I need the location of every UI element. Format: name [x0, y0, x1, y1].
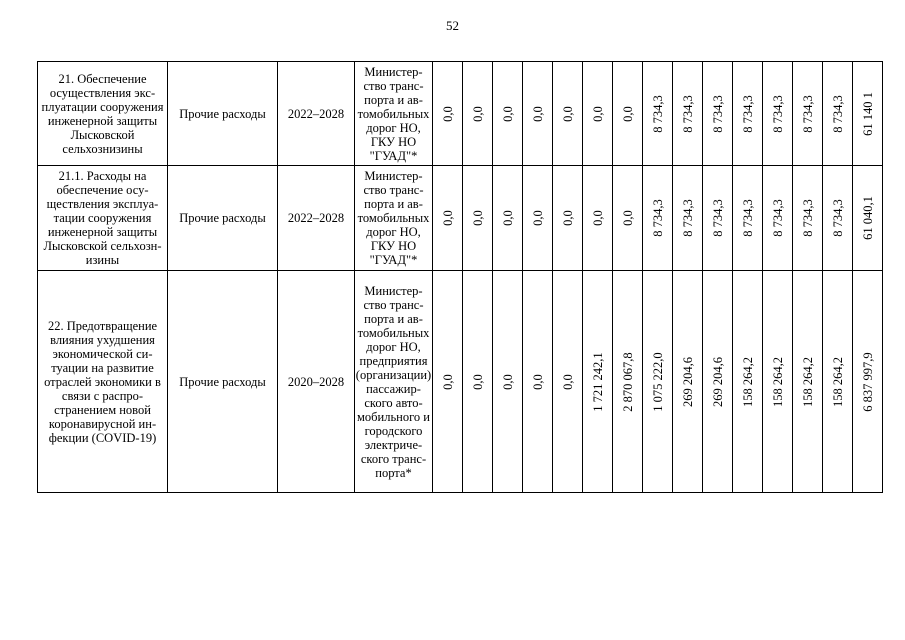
value-text: 158 264,2 [800, 356, 815, 407]
value-text: 158 264,2 [770, 356, 785, 407]
value-text: 0,0 [590, 210, 605, 226]
value-text: 0,0 [560, 105, 575, 122]
value-text: 0,0 [470, 210, 485, 226]
value-cell [463, 166, 493, 271]
value-cell [733, 62, 763, 166]
value-cell [793, 271, 823, 493]
value-text: 269 204,6 [710, 356, 725, 407]
value-text: 1 075 222,0 [650, 351, 665, 412]
value-cell [823, 62, 853, 166]
value-cell [523, 271, 553, 493]
value-text: 269 204,6 [680, 356, 695, 407]
table-row [38, 271, 883, 493]
value-text: 0,0 [500, 210, 515, 226]
value-cell [643, 166, 673, 271]
value-text: 0,0 [620, 210, 635, 226]
value-cell [493, 271, 523, 493]
value-cell [673, 62, 703, 166]
value-cell [523, 166, 553, 271]
value-cell [763, 166, 793, 271]
value-text: 0,0 [440, 373, 455, 390]
value-cell [553, 271, 583, 493]
value-text: 8 734,3 [740, 94, 755, 133]
value-text: 61 140 1 [860, 91, 875, 136]
value-text: 8 734,3 [680, 94, 695, 133]
value-text: 0,0 [590, 105, 605, 122]
value-text: 0,0 [440, 210, 455, 226]
row-name: 21. Обеспечение осуществления эксплуатации сооружения инженерной защиты Лысковской сельхознизины [38, 62, 168, 166]
value-cell [583, 62, 613, 166]
value-text: 0,0 [500, 373, 515, 390]
row-category: Прочие расходы [168, 271, 278, 493]
value-cell [733, 166, 763, 271]
value-cell [853, 62, 883, 166]
value-text: 0,0 [530, 210, 545, 226]
value-cell [793, 166, 823, 271]
value-cell [703, 271, 733, 493]
value-text: 0,0 [560, 373, 575, 390]
value-text: 0,0 [470, 373, 485, 390]
value-cell [703, 166, 733, 271]
value-cell [733, 271, 763, 493]
row-name: 22. Предотвращение влияния ухудшения экономической ситуации на развитие отраслей экономики в связи с распространением новой коронавирусной инфекции (COVID-19) [38, 271, 168, 493]
value-text: 158 264,2 [830, 356, 845, 407]
row-period: 2020–2028 [278, 271, 355, 493]
value-cell [583, 271, 613, 493]
value-cell [763, 271, 793, 493]
value-text: 8 734,3 [710, 94, 725, 133]
value-cell [463, 271, 493, 493]
value-cell [673, 166, 703, 271]
budget-table [37, 61, 883, 493]
value-cell [583, 166, 613, 271]
value-cell [673, 271, 703, 493]
value-cell [433, 271, 463, 493]
value-text: 158 264,2 [740, 356, 755, 407]
value-text: 8 734,3 [710, 199, 725, 237]
value-cell [823, 271, 853, 493]
value-text: 8 734,3 [800, 199, 815, 237]
value-cell [613, 166, 643, 271]
value-cell [463, 62, 493, 166]
value-text: 0,0 [560, 210, 575, 226]
value-text: 8 734,3 [770, 94, 785, 133]
value-text: 8 734,3 [830, 199, 845, 237]
value-text: 8 734,3 [830, 94, 845, 133]
value-cell [433, 166, 463, 271]
value-cell [793, 62, 823, 166]
value-cell [763, 62, 793, 166]
value-text: 0,0 [440, 105, 455, 122]
value-text: 61 040,1 [860, 196, 875, 240]
value-cell [613, 62, 643, 166]
value-text: 8 734,3 [680, 199, 695, 237]
value-cell [823, 166, 853, 271]
page-number: 52 [446, 18, 459, 33]
table-row [38, 62, 883, 166]
value-cell [433, 62, 463, 166]
value-cell [553, 166, 583, 271]
value-text: 1 721 242,1 [590, 351, 605, 412]
value-text: 8 734,3 [650, 199, 665, 237]
value-cell [703, 62, 733, 166]
row-category: Прочие расходы [168, 166, 278, 271]
value-text: 0,0 [500, 105, 515, 122]
value-cell [493, 166, 523, 271]
value-text: 0,0 [470, 105, 485, 122]
row-executor: Министерство транспорта и автомобильных дорог НО, предприятия (организации) пассажирского автомобильного и городского электрического транспорта* [355, 271, 433, 493]
value-text: 0,0 [530, 105, 545, 122]
value-cell [643, 271, 673, 493]
value-cell [853, 271, 883, 493]
value-text: 6 837 997,9 [860, 351, 875, 412]
row-executor: Министерство транспорта и автомобильных дорог НО, ГКУ НО "ГУАД"* [355, 166, 433, 271]
table-row [38, 166, 883, 271]
value-text: 8 734,3 [740, 199, 755, 237]
value-text: 0,0 [620, 105, 635, 122]
value-text: 8 734,3 [800, 94, 815, 133]
value-text: 0,0 [530, 373, 545, 390]
value-text: 8 734,3 [770, 199, 785, 237]
value-cell [853, 166, 883, 271]
row-category: Прочие расходы [168, 62, 278, 166]
value-cell [523, 62, 553, 166]
row-period: 2022–2028 [278, 166, 355, 271]
value-text: 8 734,3 [650, 94, 665, 133]
value-cell [553, 62, 583, 166]
value-cell [643, 62, 673, 166]
value-cell [613, 271, 643, 493]
value-cell [493, 62, 523, 166]
row-executor: Министерство транспорта и автомобильных дорог НО, ГКУ НО "ГУАД"* [355, 62, 433, 166]
row-name: 21.1. Расходы на обеспечение осуществления эксплуатации сооружения инженерной защиты Лысковской сельхознизины [38, 166, 168, 271]
row-period: 2022–2028 [278, 62, 355, 166]
value-text: 2 870 067,8 [620, 351, 635, 412]
